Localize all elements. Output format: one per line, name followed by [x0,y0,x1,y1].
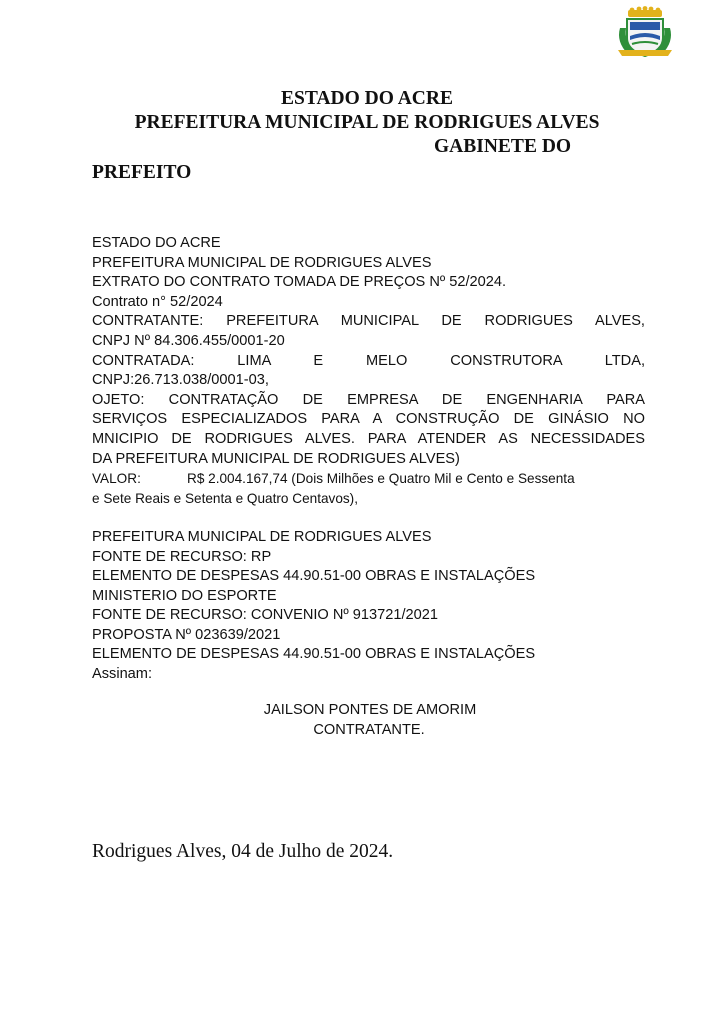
objeto-line-3: MNICIPIO DE RODRIGUES ALVES. PARA ATENDER AS NECESSIDADES [92,430,645,447]
objeto-line-4: DA PREFEITURA MUNICIPAL DE RODRIGUES ALVES) [92,450,460,467]
contratante-cnpj: CNPJ Nº 84.306.455/0001-20 [92,332,285,349]
contratante-line: CONTRATANTE: PREFEITURA MUNICIPAL DE RODRIGUES ALVES, [92,313,645,330]
funding-source-rp: FONTE DE RECURSO: RP [92,548,272,565]
header-prefeito: PREFEITO [92,162,192,183]
valor-amount: R$ 2.004.167,74 (Dois Milhões e Quatro Mil e Cento e Sessenta [187,471,575,487]
signatories-label: Assinam: [92,666,153,683]
valor-line-1 [92,469,645,489]
extract-state: ESTADO DO ACRE [92,235,221,251]
funding-proposta: PROPOSTA Nº 023639/2021 [92,626,281,643]
header-gabinete: GABINETE DO [434,136,572,157]
funding-source-convenio: FONTE DE RECURSO: CONVENIO Nº 913721/2021 [92,607,438,624]
objeto-line-1: OJETO: CONTRATAÇÃO DE EMPRESA DE ENGENHARIA PARA [92,391,645,408]
document-date: Rodrigues Alves, 04 de Julho de 2024. [92,841,394,862]
valor-label: VALOR: [92,471,141,487]
contract-number: Contrato n° 52/2024 [92,293,223,310]
contratada-cnpj: CNPJ:26.713.038/0001-03, [92,372,269,389]
valor-line-2: e Sete Reais e Setenta e Quatro Centavos), [92,490,358,506]
contract-extract [92,234,645,685]
signatory-role: CONTRATANTE. [313,722,425,738]
header-state: ESTADO DO ACRE [281,88,453,109]
header-prefeitura: PREFEITURA MUNICIPAL DE RODRIGUES ALVES [134,112,600,133]
extract-title: EXTRATO DO CONTRATO TOMADA DE PREÇOS Nº 52/2024. [92,274,507,291]
funding-element-2: ELEMENTO DE DESPESAS 44.90.51-00 OBRAS E INSTALAÇÕES [92,646,536,663]
coat-of-arms-icon [614,6,676,60]
contratada-line: CONTRATADA: LIMA E MELO CONSTRUTORA LTDA, [92,352,645,369]
extract-prefeitura: PREFEITURA MUNICIPAL DE RODRIGUES ALVES [92,254,432,271]
funding-ministry: MINISTERIO DO ESPORTE [92,587,277,604]
funding-element-1: ELEMENTO DE DESPESAS 44.90.51-00 OBRAS E INSTALAÇÕES [92,568,536,585]
funding-prefeitura: PREFEITURA MUNICIPAL DE RODRIGUES ALVES [92,528,432,545]
signature-block [0,700,704,740]
objeto-line-2: SERVIÇOS ESPECIALIZADOS PARA A CONSTRUÇÃO DE GINÁSIO NO [92,411,645,428]
signatory-name: JAILSON PONTES DE AMORIM [263,702,477,718]
